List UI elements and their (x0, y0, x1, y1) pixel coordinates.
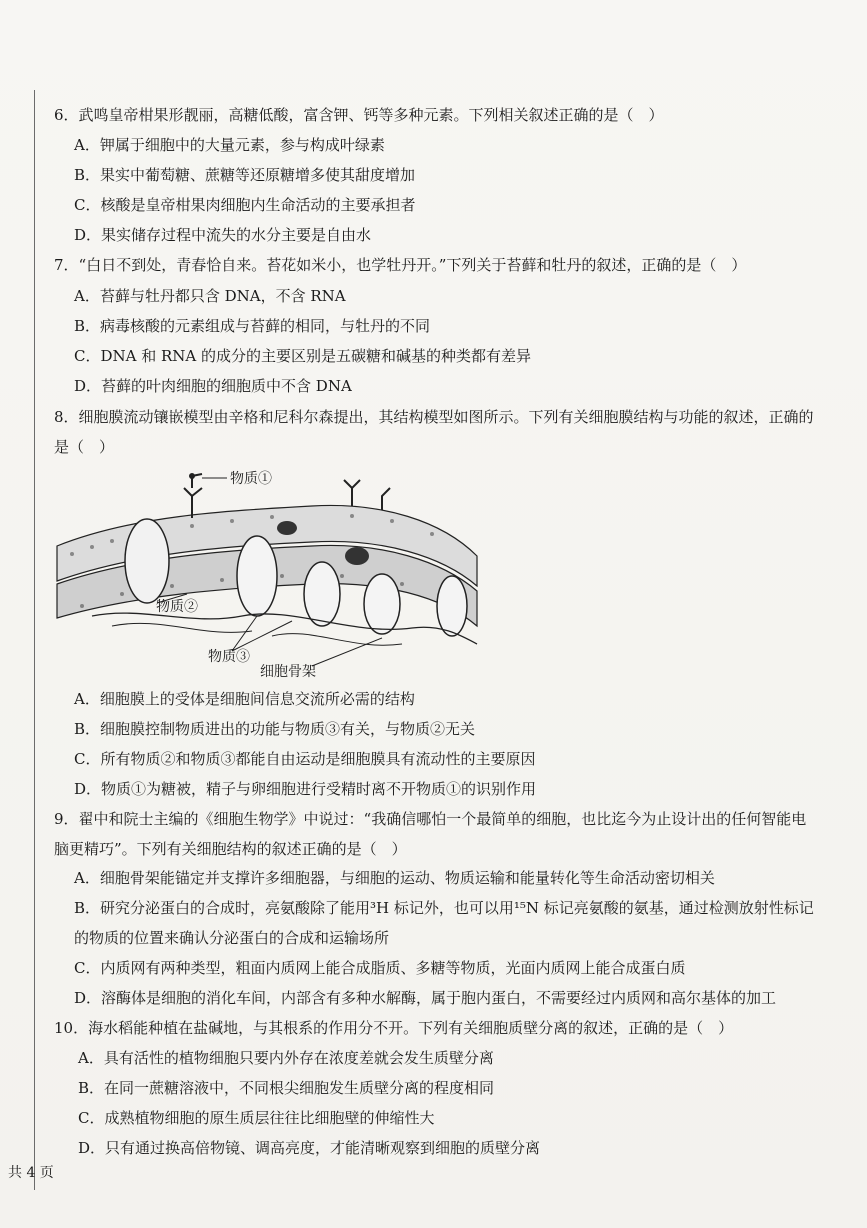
q8-option-b: B．细胞膜控制物质进出的功能与物质③有关，与物质②无关 (74, 720, 476, 738)
q6-option-c: C．核酸是皇帝柑果肉细胞内生命活动的主要承担者 (74, 196, 416, 214)
page-footer: 共 4 页 (8, 1165, 54, 1181)
q10-option-b: B．在同一蔗糖溶液中，不同根尖细胞发生质壁分离的程度相同 (78, 1079, 495, 1097)
membrane-illustration (52, 466, 482, 681)
q9-option-d: D．溶酶体是细胞的消化车间，内部含有多种水解酶，属于胞内蛋白，不需要经过内质网和高尔基体的加工 (74, 989, 777, 1007)
q8-option-c: C．所有物质②和物质③都能自由运动是细胞膜具有流动性的主要原因 (74, 750, 536, 768)
q6-option-d: D．果实储存过程中流失的水分主要是自由水 (74, 226, 372, 244)
q7-option-c: C．DNA 和 RNA 的成分的主要区别是五碳糖和碱基的种类都有差异 (74, 347, 532, 365)
label-cytoskeleton: 细胞骨架 (260, 664, 316, 680)
q10-option-c: C．成熟植物细胞的原生质层往往比细胞壁的伸缩性大 (78, 1109, 435, 1127)
q8-option-d: D．物质①为糖被，精子与卵细胞进行受精时离不开物质①的识别作用 (74, 780, 537, 798)
label-substance-2: 物质② (156, 599, 198, 615)
label-substance-1: 物质① (230, 471, 272, 487)
q9-option-c: C．内质网有两种类型，粗面内质网上能合成脂质、多糖等物质，光面内质网上能合成蛋白质 (74, 959, 686, 977)
q7-option-b: B．病毒核酸的元素组成与苔藓的相同，与牡丹的不同 (74, 317, 431, 335)
cell-membrane-figure (52, 466, 482, 681)
q10-option-d: D．只有通过换高倍物镜、调高亮度，才能清晰观察到细胞的质壁分离 (78, 1139, 541, 1157)
q7-stem: 7．“白日不到处，青春恰自来。苔花如米小，也学牡丹开。”下列关于苔藓和牡丹的叙述，正确的是（ ） (54, 256, 747, 274)
q8-option-a: A．细胞膜上的受体是细胞间信息交流所必需的结构 (74, 690, 415, 708)
margin-rule (34, 90, 35, 1190)
q10-option-a: A．具有活性的植物细胞只要内外存在浓度差就会发生质壁分离 (78, 1049, 494, 1067)
q6-stem: 6．武鸣皇帝柑果形靓丽，高糖低酸，富含钾、钙等多种元素。下列相关叙述正确的是（ ） (54, 106, 664, 124)
q9-option-b: B．研究分泌蛋白的合成时，亮氨酸除了能用³H 标记外，也可以用¹⁵N 标记亮氨酸的氨基，通过检测放射性标记的物质的位置来确认分泌蛋白的合成和运输场所 (74, 899, 814, 947)
label-substance-3: 物质③ (208, 649, 250, 665)
q10-stem: 10．海水稻能种植在盐碱地，与其根系的作用分不开。下列有关细胞质壁分离的叙述，正确的是（ ） (54, 1019, 734, 1037)
q9-option-a: A．细胞骨架能锚定并支撑许多细胞器，与细胞的运动、物质运输和能量转化等生命活动密切相关 (74, 869, 715, 887)
q7-option-a: A．苔藓与牡丹都只含 DNA，不含 RNA (74, 287, 346, 305)
q6-option-b: B．果实中葡萄糖、蔗糖等还原糖增多使其甜度增加 (74, 166, 416, 184)
q6-option-a: A．钾属于细胞中的大量元素，参与构成叶绿素 (74, 136, 385, 154)
q7-option-d: D．苔藓的叶肉细胞的细胞质中不含 DNA (74, 377, 352, 395)
q9-stem: 9．翟中和院士主编的《细胞生物学》中说过：“我确信哪怕一个最简单的细胞，也比迄今为止设计出的任何智能电脑更精巧”。下列有关细胞结构的叙述正确的是（ ） (54, 810, 807, 858)
q8-stem: 8．细胞膜流动镶嵌模型由辛格和尼科尔森提出，其结构模型如图所示。下列有关细胞膜结构与功能的叙述，正确的是（ ） (54, 408, 814, 456)
